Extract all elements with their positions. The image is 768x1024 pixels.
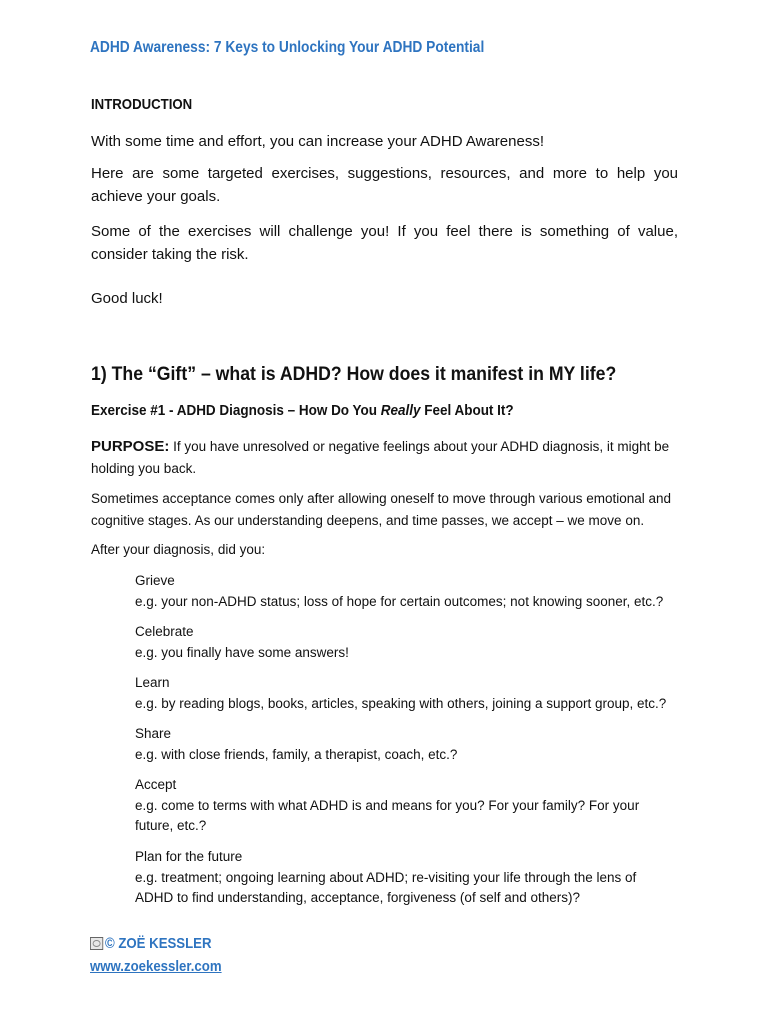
stage-item-celebrate xyxy=(135,622,695,663)
question-text: After your diagnosis, did you: xyxy=(91,542,266,557)
intro-paragraph-2: Here are some targeted exercises, suggestions, resources, and more to help you achieve your goals. xyxy=(91,165,678,205)
stage-example: e.g. treatment; ongoing learning about ADHD; re-visiting your life through the lens of ADHD to find understanding, acceptance, forgiveness (of self and others)? xyxy=(135,869,637,905)
stage-item-plan xyxy=(135,847,665,909)
footer-website-link[interactable]: www.zoekessler.com xyxy=(90,958,222,975)
intro-paragraph-1: With some time and effort, you can increase your ADHD Awareness! xyxy=(91,133,544,150)
purpose-paragraph xyxy=(91,436,681,480)
stage-example: e.g. with close friends, family, a therapist, coach, etc.? xyxy=(135,746,458,762)
section-heading: 1) The “Gift” – what is ADHD? How does it manifest in MY life? xyxy=(91,364,617,385)
document-title: ADHD Awareness: 7 Keys to Unlocking Your ADHD Potential xyxy=(90,39,485,56)
stage-title: Share xyxy=(135,726,172,741)
stage-example: e.g. come to terms with what ADHD is and means for you? For your family? For your future, etc.? xyxy=(135,797,640,833)
stage-title: Plan for the future xyxy=(135,849,243,864)
stage-example: e.g. your non-ADHD status; loss of hope for certain outcomes; not knowing sooner, etc.? xyxy=(135,593,664,609)
footer-brand-text: © ZOË KESSLER xyxy=(104,935,212,952)
purpose-text: If you have unresolved or negative feelings about your ADHD diagnosis, it might be holding you back. xyxy=(91,439,670,476)
exercise-heading xyxy=(91,403,514,419)
intro-paragraph-3: Some of the exercises will challenge you! If you feel there is something of value, consider taking the risk. xyxy=(91,223,678,263)
stage-example: e.g. by reading blogs, books, articles, speaking with others, joining a support group, etc.? xyxy=(135,695,667,711)
stage-title: Celebrate xyxy=(135,624,194,639)
stage-example: e.g. you finally have some answers! xyxy=(135,644,349,660)
stage-item-learn xyxy=(135,673,695,714)
acceptance-paragraph: Sometimes acceptance comes only after allowing oneself to move through various emotional and cognitive stages. As our understanding deepens, and time passes, we accept – we move on. xyxy=(91,491,672,528)
exercise-heading-prefix: Exercise #1 - ADHD Diagnosis – How Do You xyxy=(91,403,381,419)
intro-heading: INTRODUCTION xyxy=(91,96,193,113)
stage-title: Learn xyxy=(135,675,170,690)
intro-paragraph-4: Good luck! xyxy=(91,290,163,307)
stage-item-grieve xyxy=(135,571,695,612)
stage-item-share xyxy=(135,724,695,765)
exercise-heading-suffix: Feel About It? xyxy=(420,403,514,419)
stage-title: Accept xyxy=(135,777,177,792)
purpose-label: PURPOSE: xyxy=(91,438,170,455)
footer-brand xyxy=(90,935,212,952)
stage-title: Grieve xyxy=(135,573,175,588)
stage-item-accept xyxy=(135,775,665,837)
cc-license-icon xyxy=(90,937,103,950)
exercise-heading-emphasis: Really xyxy=(380,403,421,419)
